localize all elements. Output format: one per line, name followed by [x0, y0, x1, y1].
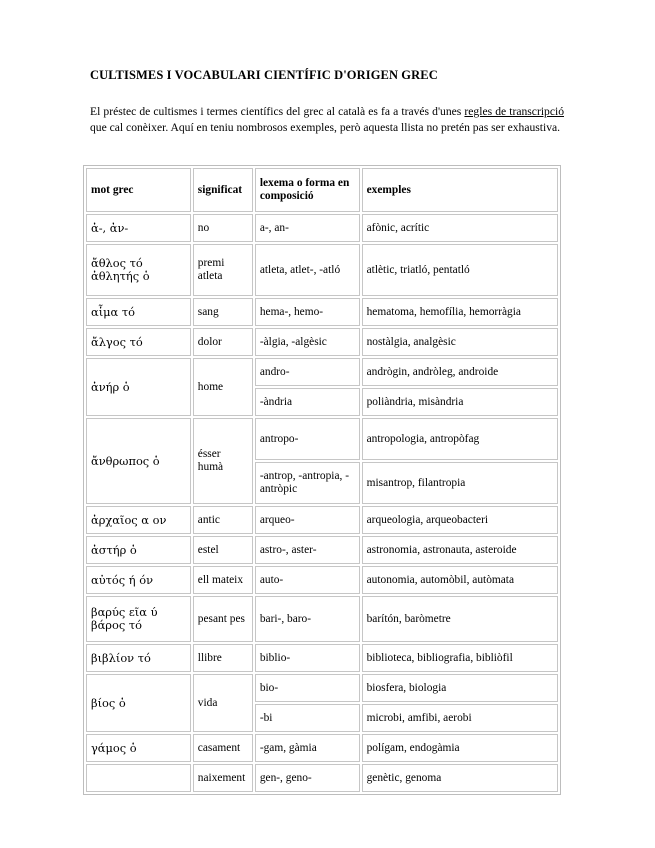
transcription-rules-link[interactable]: regles de transcripció	[464, 105, 564, 118]
meaning-cell: ell mateix	[193, 566, 253, 594]
lexeme-cell: bari-, baro-	[255, 596, 360, 642]
vocabulary-table	[83, 165, 561, 795]
lexeme-cell: -àlgia, -algèsic	[255, 328, 360, 356]
examples-cell: biosfera, biologia	[362, 674, 558, 702]
examples-cell: genètic, genoma	[362, 764, 558, 792]
greek-word-cell: ἀστήρ ὁ	[86, 536, 191, 564]
table-row	[86, 244, 558, 296]
greek-word-cell: αἷμα τό	[86, 298, 191, 326]
examples-cell: atlètic, triatló, pentatló	[362, 244, 558, 296]
meaning-cell: estel	[193, 536, 253, 564]
meaning-cell: no	[193, 214, 253, 242]
greek-word-cell: ἄνθρωπος ὁ	[86, 418, 191, 504]
examples-cell: misantrop, filantropia	[362, 462, 558, 504]
examples-cell: nostàlgia, analgèsic	[362, 328, 558, 356]
meaning-cell: ésser humà	[193, 418, 253, 504]
header-examples: exemples	[362, 168, 558, 212]
lexeme-cell: -gam, gàmia	[255, 734, 360, 762]
header-meaning: significat	[193, 168, 253, 212]
intro-paragraph	[90, 104, 564, 136]
examples-cell: afònic, acrític	[362, 214, 558, 242]
table-row	[86, 764, 558, 792]
examples-cell: andrògin, andròleg, androide	[362, 358, 558, 386]
greek-word-cell: ἀ-, ἀν-	[86, 214, 191, 242]
table-row	[86, 566, 558, 594]
examples-cell: astronomia, astronauta, asteroide	[362, 536, 558, 564]
greek-word-cell: ἀρχαῖος α ον	[86, 506, 191, 534]
table-row	[86, 674, 558, 702]
greek-word-cell: ἀνήρ ὁ	[86, 358, 191, 416]
header-lexeme: lexema o forma en composició	[255, 168, 360, 212]
table-header-row	[86, 168, 558, 212]
table-row	[86, 536, 558, 564]
table-body	[86, 214, 558, 792]
greek-word-cell: βαρύς εῖα ύ βάρος τό	[86, 596, 191, 642]
table-row	[86, 358, 558, 386]
meaning-cell: vida	[193, 674, 253, 732]
table-row	[86, 644, 558, 672]
examples-cell: antropologia, antropòfag	[362, 418, 558, 460]
lexeme-cell: auto-	[255, 566, 360, 594]
lexeme-cell: hema-, hemo-	[255, 298, 360, 326]
meaning-cell: llibre	[193, 644, 253, 672]
examples-cell: polígam, endogàmia	[362, 734, 558, 762]
examples-cell: barítón, baròmetre	[362, 596, 558, 642]
lexeme-cell: arqueo-	[255, 506, 360, 534]
lexeme-cell: a-, an-	[255, 214, 360, 242]
intro-text-after: que cal conèixer. Aquí en teniu nombrosos exemples, però aquesta llista no pretén pas ser exhaustiva.	[90, 121, 561, 134]
meaning-cell: naixement	[193, 764, 253, 792]
table-row	[86, 328, 558, 356]
table-row	[86, 506, 558, 534]
meaning-cell: antic	[193, 506, 253, 534]
header-greek-word: mot grec	[86, 168, 191, 212]
examples-cell: microbi, amfibi, aerobi	[362, 704, 558, 732]
lexeme-cell: antropo-	[255, 418, 360, 460]
greek-word-cell: γάμος ὁ	[86, 734, 191, 762]
table-row	[86, 298, 558, 326]
lexeme-cell: -antrop, -antropia, -antròpic	[255, 462, 360, 504]
lexeme-cell: biblio-	[255, 644, 360, 672]
lexeme-cell: gen-, geno-	[255, 764, 360, 792]
meaning-cell: dolor	[193, 328, 253, 356]
meaning-cell: casament	[193, 734, 253, 762]
meaning-cell: pesant pes	[193, 596, 253, 642]
page-title: CULTISMES I VOCABULARI CIENTÍFIC D'ORIGEN GREC	[90, 68, 438, 82]
lexeme-cell: -bi	[255, 704, 360, 732]
greek-word-cell	[86, 764, 191, 792]
examples-cell: poliàndria, misàndria	[362, 388, 558, 416]
examples-cell: autonomia, automòbil, autòmata	[362, 566, 558, 594]
greek-word-cell: βίος ὁ	[86, 674, 191, 732]
lexeme-cell: -àndria	[255, 388, 360, 416]
greek-word-cell: αὐτός ή όν	[86, 566, 191, 594]
greek-word-cell: βιβλίον τό	[86, 644, 191, 672]
table-row	[86, 214, 558, 242]
examples-cell: arqueologia, arqueobacteri	[362, 506, 558, 534]
meaning-cell: home	[193, 358, 253, 416]
greek-word-cell: ἄθλος τό ἀθλητής ὁ	[86, 244, 191, 296]
lexeme-cell: andro-	[255, 358, 360, 386]
lexeme-cell: bio-	[255, 674, 360, 702]
lexeme-cell: atleta, atlet-, -atló	[255, 244, 360, 296]
table-row	[86, 596, 558, 642]
meaning-cell: premi atleta	[193, 244, 253, 296]
examples-cell: hematoma, hemofília, hemorràgia	[362, 298, 558, 326]
greek-word-cell: ἄλγος τό	[86, 328, 191, 356]
table-row	[86, 418, 558, 460]
meaning-cell: sang	[193, 298, 253, 326]
intro-text-before: El préstec de cultismes i termes científics del grec al català es fa a través d'unes	[90, 105, 465, 118]
examples-cell: biblioteca, bibliografia, bibliòfil	[362, 644, 558, 672]
lexeme-cell: astro-, aster-	[255, 536, 360, 564]
table-row	[86, 734, 558, 762]
